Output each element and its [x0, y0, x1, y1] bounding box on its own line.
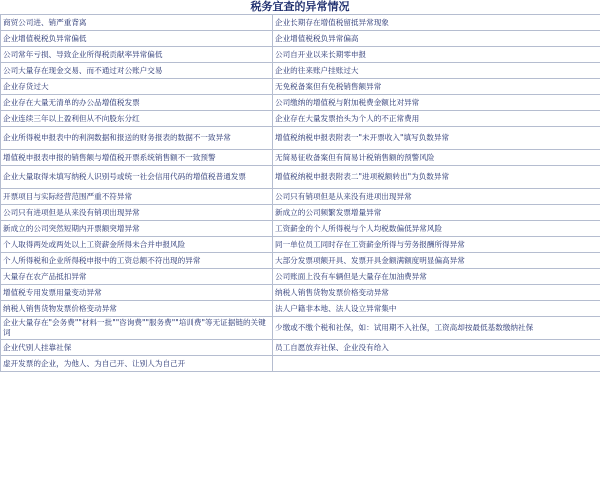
anomaly-table [0, 14, 600, 372]
table-cell: 增值税纳税申报表附表二"进项税额转出"为负数异常 [273, 166, 600, 189]
table-row [1, 285, 600, 301]
table-cell: 少缴或不缴个税和社保，如：试用期不入社保，工资高却按最低基数缴纳社保 [273, 317, 600, 340]
table-row [1, 15, 600, 31]
table-row [1, 237, 600, 253]
table-cell: 大量存在农产品抵扣异常 [1, 269, 273, 285]
table-cell: 公司常年亏损、导致企业所得税贡献率异常偏低 [1, 47, 273, 63]
table-row [1, 111, 600, 127]
table-cell: 工资薪金的个人所得税与个人均税数偏低异常风险 [273, 221, 600, 237]
table-row [1, 189, 600, 205]
table-cell: 企业增值税税负异常偏低 [1, 31, 273, 47]
table-cell: 企业所得税申报表中的利润数据和报送的财务报表的数据不一致异常 [1, 127, 273, 150]
table-cell: 企业大量存在"会务费""材料一批""咨询费""服务费""培训费"等无证据链的关键词 [1, 317, 273, 340]
table-cell: 公司缴纳的增值税与附加税费金额比对异常 [273, 95, 600, 111]
table-cell: 公司大量存在现金交易、而不通过对公账户交易 [1, 63, 273, 79]
table-title: 税务宜查的异常情况 [250, 0, 350, 13]
table-row [1, 95, 600, 111]
table-row [1, 79, 600, 95]
table-cell: 无免税备案但有免税销售额异常 [273, 79, 600, 95]
table-row [1, 317, 600, 340]
table-cell: 无简易征收备案但有简易计税销售额的预警风险 [273, 150, 600, 166]
table-row [1, 301, 600, 317]
table-row [1, 127, 600, 150]
table-cell: 公司账面上没有车辆但是大量存在加油费异常 [273, 269, 600, 285]
table-row [1, 31, 600, 47]
table-cell: 企业存在大量无清单的办公品增值税发票 [1, 95, 273, 111]
table-cell: 个人取得两处或两处以上工资薪金所得未合并申报风险 [1, 237, 273, 253]
table-row [1, 340, 600, 356]
table-cell: 企业增值税税负异常偏高 [273, 31, 600, 47]
table-row [1, 63, 600, 79]
table-cell: 员工自愿放弃社保、企业没有给入 [273, 340, 600, 356]
table-cell: 同一单位员工同时存在工资薪金所得与劳务报酬所得异常 [273, 237, 600, 253]
table-cell [273, 356, 600, 372]
table-cell: 增值税专用发票用量变动异常 [1, 285, 273, 301]
table-row [1, 47, 600, 63]
table-cell: 新成立的公司突然短期内开票额突增异常 [1, 221, 273, 237]
table-cell: 增值税纳税申报表附表一"未开票收入"填写负数异常 [273, 127, 600, 150]
table-cell: 个人所得税和企业所得税申报中的工资总额不符出现的异常 [1, 253, 273, 269]
table-cell: 纳税人销售货物发票价格变动异常 [1, 301, 273, 317]
table-cell: 纳税人销售货物发票价格变动异常 [273, 285, 600, 301]
table-row [1, 269, 600, 285]
table-cell: 企业连续三年以上盈利但从不向股东分红 [1, 111, 273, 127]
table-cell: 公司只有销项但是从来没有进项出现异常 [273, 189, 600, 205]
table-cell: 企业代别人挂靠社保 [1, 340, 273, 356]
table-cell: 商贸公司进、销严重背离 [1, 15, 273, 31]
table-row [1, 205, 600, 221]
table-row [1, 253, 600, 269]
table-cell: 企业大量取得未填写纳税人识别号或统一社会信用代码的增值税普通发票 [1, 166, 273, 189]
table-cell: 公司自开业以来长期零申报 [273, 47, 600, 63]
table-row [1, 221, 600, 237]
table-cell: 公司只有进项但是从来没有销项出现异常 [1, 205, 273, 221]
table-cell: 虚开发票的企业，为他人、为自己开、让别人为自己开 [1, 356, 273, 372]
table-cell: 企业存在大量发票抬头为个人的不正常费用 [273, 111, 600, 127]
table-cell: 企业存货过大 [1, 79, 273, 95]
table-cell: 企业的往来账户挂账过大 [273, 63, 600, 79]
table-cell: 企业长期存在增值税留抵异常现象 [273, 15, 600, 31]
table-row [1, 150, 600, 166]
table-cell: 大部分发票项额开具、发票开具金额满额度明显偏高异常 [273, 253, 600, 269]
table-cell: 开票项目与实际经营范围严重不符异常 [1, 189, 273, 205]
table-row [1, 166, 600, 189]
table-cell: 新成立的公司频繁发票增量异常 [273, 205, 600, 221]
table-row [1, 356, 600, 372]
table-cell: 增值税申报表申报的销售额与增值税开票系统销售额不一致预警 [1, 150, 273, 166]
table-cell: 法人户籍非本地、法人设立异常集中 [273, 301, 600, 317]
